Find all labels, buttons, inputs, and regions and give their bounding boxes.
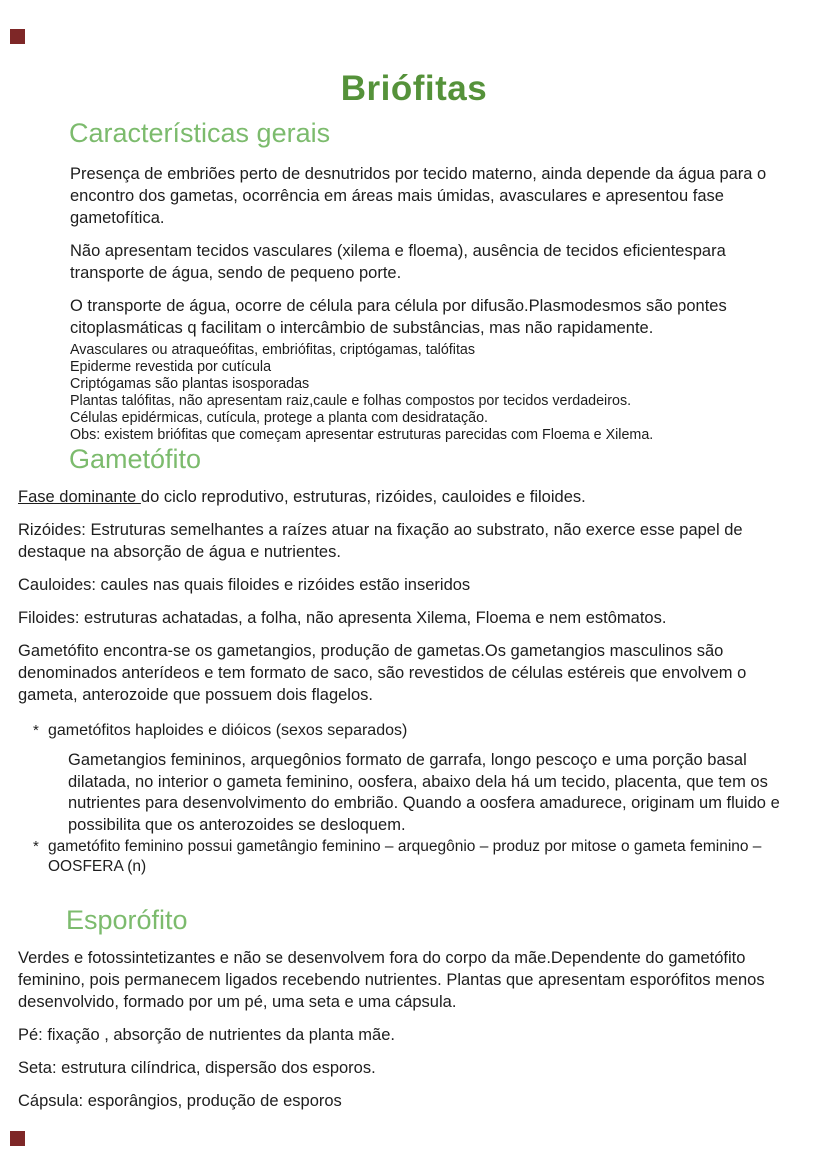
paragraph: Presença de embriões perto de desnutridos por tecido materno, ainda depende da água para o encontro dos gametas, ocorrência em áreas mais úmidas, avasculares e apresentou fase gametofítica. — [70, 165, 767, 227]
bullet-asterisk: * — [33, 838, 39, 855]
bullet-item — [33, 837, 798, 877]
bullet-item — [33, 720, 798, 741]
paragraph: Filoides: estruturas achatadas, a folha, não apresenta Xilema, Floema e nem estômatos. — [18, 609, 667, 627]
paragraph: Gametófito encontra-se os gametangios, produção de gametas.Os gametangios masculinos são denominados anterídeos e tem formato de saco, são revestidos de células estéreis que envolvem o gameta, anterozoide que possuem dois flagelos. — [18, 642, 747, 704]
paragraph: Seta: estrutura cilíndrica, dispersão dos esporos. — [18, 1059, 376, 1077]
underlined-phrase: Fase dominante — [18, 488, 141, 506]
bullet-text: gametófito feminino possui gametângio feminino – arquegônio – produz por mitose o gameta feminino – OOSFERA (n) — [48, 838, 762, 875]
paragraph: Não apresentam tecidos vasculares (xilema e floema), ausência de tecidos eficientespara transporte de água, sendo de pequeno porte. — [70, 242, 726, 282]
indented-paragraph: Gametangios femininos, arquegônios formato de garrafa, longo pescoço e uma porção basal dilatada, no interior o gameta feminino, oosfera, abaixo dela há um tecido, placenta, que tem os nutrientes para desenvolvimento do embrião. Quando a oosfera amadurece, originam um fluido e possibilita que os anterozoides se desloquem. — [68, 751, 780, 834]
section-heading-esporofito: Esporófito — [66, 905, 188, 935]
small-note-line: Plantas talófitas, não apresentam raiz,caule e folhas compostos por tecidos verdadeiros. — [70, 393, 632, 409]
small-note-line: Avasculares ou atraqueófitas, embriófitas, criptógamas, talófitas — [70, 342, 476, 358]
section-body-gametofito — [18, 486, 798, 706]
section-heading-gametofito: Gametófito — [69, 444, 202, 474]
small-note-line: Epiderme revestida por cutícula — [70, 359, 272, 375]
small-note-line: Obs: existem briófitas que começam apresentar estruturas parecidas com Floema e Xilema. — [70, 427, 654, 443]
paragraph: O transporte de água, ocorre de célula para célula por difusão.Plasmodesmos são pontes citoplasmáticas q facilitam o intercâmbio de substâncias, mas não rapidamente. — [70, 297, 727, 337]
lead-sentence — [18, 486, 798, 508]
page-title: Briófitas — [340, 69, 488, 108]
small-note-line: Criptógamas são plantas isosporadas — [70, 376, 310, 392]
small-notes-list — [70, 342, 800, 444]
bullet-text: gametófitos haploides e dióicos (sexos separados) — [48, 722, 408, 739]
paragraph: Rizóides: Estruturas semelhantes a raízes atuar na fixação ao substrato, não exerce esse papel de destaque na absorção de água e nutrientes. — [18, 521, 743, 561]
paragraph: Verdes e fotossintetizantes e não se desenvolvem fora do corpo da mãe.Dependente do gametófito feminino, pois permanecem ligados recebendo nutrientes. Plantas que apresentam esporófitos menos desenvolvido, formado por um pé, uma seta e uma cápsula. — [18, 949, 765, 1011]
paragraph: Pé: fixação , absorção de nutrientes da planta mãe. — [18, 1026, 395, 1044]
bullet-asterisk: * — [33, 722, 39, 739]
lead-sentence-rest: do ciclo reprodutivo, estruturas, rizóides, cauloides e filoides. — [140, 488, 586, 506]
page-corner-marker-bottom — [10, 1131, 25, 1146]
section-heading-caracteristicas-gerais: Características gerais — [69, 118, 331, 148]
paragraph: Cauloides: caules nas quais filoides e rizóides estão inseridos — [18, 576, 471, 594]
section-body-caracteristicas — [70, 163, 800, 444]
page-corner-marker-top — [10, 29, 25, 44]
section-body-esporofito — [18, 947, 798, 1112]
small-note-line: Células epidérmicas, cutícula, protege a planta com desidratação. — [70, 410, 489, 426]
paragraph: Cápsula: esporângios, produção de esporos — [18, 1092, 342, 1110]
